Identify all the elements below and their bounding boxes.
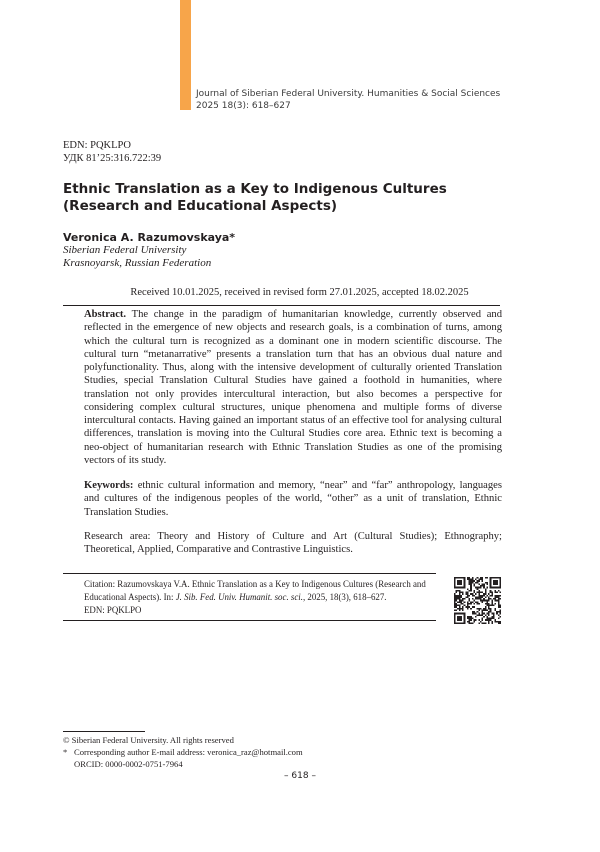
abstract-text: The change in the paradigm of humanitarian knowledge, currently observed and reflected in the emergence of new objects and research goals, is a combination of turns, among which the cultural turn is recognized as a dominant one in modern scientific discourse. The cultural turn “metanarrative” presents a translation turn that has an obvious dual nature and polyfunctionality. Thus, along with the intensive development of culturally oriented Translation Studies, special Translation Cultural Studies have gained a foothold in humanities, where translation not only provides intercultural interaction, but also becomes a perspective for considering complex cultural structures, unique phenomena and multiple forms of diverse intercultural contacts. Having gained an important status of an effective tool for analysing cultural differences, translation is moving into the Cultural Studies core area. Ethnic text is becoming a neo-object of humanitarian research with Ethnic Translation Studies as one of the promising vectors of its study.: [84, 309, 502, 466]
edn-code: EDN: PQKLPO: [63, 140, 131, 151]
author-name: Veronica A. Razumovskaya*: [63, 231, 236, 244]
article-title: [63, 181, 533, 215]
journal-header: [196, 88, 500, 112]
page-number: – 618 –: [284, 771, 316, 781]
citation-block: [84, 578, 438, 616]
abstract-section: [84, 308, 502, 556]
keywords: [84, 479, 502, 519]
author-email: Corresponding author E-mail address: veronica_raz@hotmail.com: [74, 747, 303, 757]
udk-code: УДК 81’25:316.722:39: [63, 153, 162, 164]
orcid-note: [63, 758, 303, 770]
qr-code-icon: [454, 577, 501, 624]
citation-journal: J. Sib. Fed. Univ. Humanit. soc. sci.: [175, 591, 303, 602]
footnote-rule: [63, 731, 145, 732]
title-line-2: (Research and Educational Aspects): [63, 198, 338, 214]
received-dates: Received 10.01.2025, received in revised form 27.01.2025, accepted 18.02.2025: [130, 287, 469, 298]
journal-name: Journal of Siberian Federal University. Humanities & Social Sciences: [196, 89, 501, 99]
citation-top-rule: [63, 573, 436, 574]
keywords-text: ethnic cultural information and memory, “near” and “far” anthropology, languages and cultures of the indigenous peoples of the world, “other” as a unit of translation, Ethnic Translation Studies.: [84, 480, 502, 518]
article-identifiers: [63, 139, 161, 165]
citation-text: Citation: Razumovskaya V.A. Ethnic Translation as a Key to Indigenous Cultures (Research and Educational Aspects). In: J. Sib. Fed. Univ. Humanit. soc. sci., 2025, 18(3), 618–627.: [84, 579, 426, 602]
author-block: [63, 231, 235, 270]
author-affiliation: Siberian Federal University: [63, 244, 187, 256]
corresponding-author-note: * Corresponding author E-mail address: veronica_raz@hotmail.com: [63, 747, 303, 757]
copyright-note: © Siberian Federal University. All rights reserved: [63, 735, 234, 745]
citation-bottom-rule: [63, 620, 436, 621]
research-area: Research area: Theory and History of Culture and Art (Cultural Studies); Ethnography; Theoretical, Applied, Comparative and Contrastive Linguistics.: [84, 530, 502, 555]
journal-issue: 2025 18(3): 618–627: [196, 101, 291, 111]
keywords-label: Keywords:: [84, 480, 134, 491]
citation-edn: EDN: PQKLPO: [84, 604, 142, 615]
author-location: Krasnoyarsk, Russian Federation: [63, 257, 212, 269]
author-orcid: ORCID: 0000-0002-0751-7964: [74, 759, 183, 769]
abstract-label: Abstract.: [84, 309, 127, 320]
footnotes: [63, 734, 303, 770]
journal-accent-bar: [180, 0, 191, 110]
abstract: [84, 308, 502, 467]
abstract-top-rule: [63, 305, 500, 306]
title-line-1: Ethnic Translation as a Key to Indigenous Cultures: [63, 181, 447, 197]
